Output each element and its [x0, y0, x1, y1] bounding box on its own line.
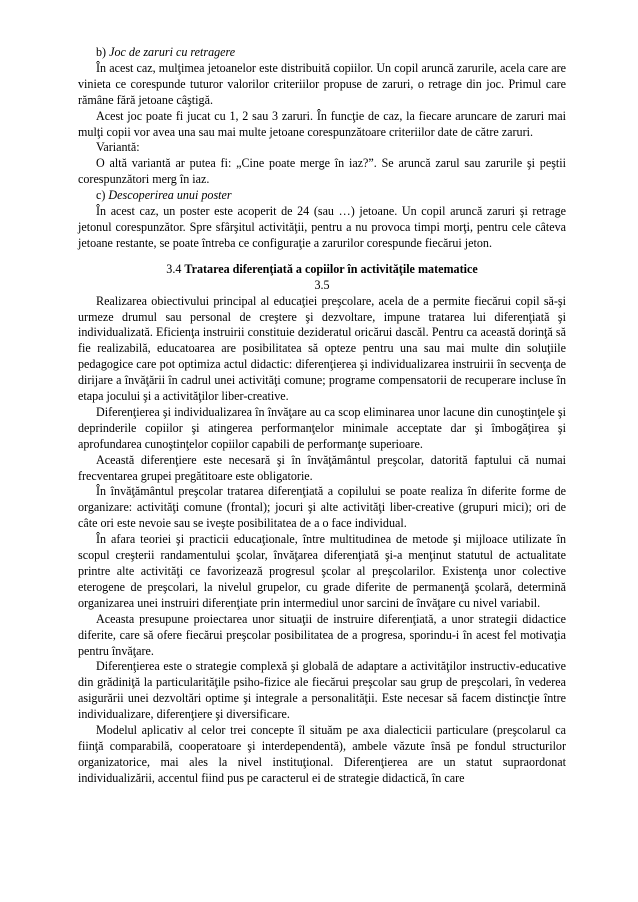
paragraph: O altă variantă ar putea fi: „Cine poate merge în iaz?”. Se aruncă zarul sau zarurile şi peştii corespunzători merg în iaz.	[78, 156, 566, 187]
section-heading	[78, 262, 566, 278]
paragraph: În învăţământul preşcolar tratarea diferenţiată a copilului se poate realiza în diferite forme de organizare: activităţi comune (frontal); jocuri şi alte activităţi liber-creative (grupuri mici); ori de câte ori este nevoie sau se iveşte posibilitatea de a o face individual.	[78, 484, 566, 531]
subheading-c	[78, 188, 566, 204]
paragraph: Această diferenţiere este necesară şi în învăţământul preşcolar, datorită faptului că numai frecventarea grupei pregătitoare este obligatorie.	[78, 452, 566, 483]
section-title: Tratarea diferenţiată a copiilor în activităţile matematice	[184, 261, 478, 276]
subheading-b-title: Joc de zaruri cu retragere	[109, 45, 236, 59]
paragraph: Realizarea obiectivului principal al educaţiei preşcolare, acela de a permite fiecărui copil să-şi urmeze drumul sau personal de creştere şi dezvoltare, impune tratarea lui diferenţiată şi individualizată. Eficienţa instruirii constituie dezideratul oricărui dascăl. Pentru ca această dorinţă să fie realizabilă, educatoarea are posibilitatea să opteze pentru una sau mai multe din soluţiile pedagogice care pot optimiza actul didactic: diferenţierea şi individualizarea instruirii în secvenţa de dirijare a învăţării în cadrul unei activităţi comune; programe compensatorii de recuperare incluse în etapa jocului şi a activităţilor liber-creative.	[78, 293, 566, 404]
paragraph: În acest caz, mulţimea jetoanelor este distribuită copiilor. Un copil aruncă zarurile, acela care are vinieta ce corespunde tuturor valorilor criteriilor propuse de zaruri, o retrage din joc. Primul care rămâne fără jetoane câştigă.	[78, 60, 566, 107]
paragraph: Diferenţierea este o strategie complexă şi globală de adaptare a activităţilor instructiv-educative din grădiniţă la particularităţile psiho-fizice ale fiecărui preşcolar sau grup de preşcolari, în vederea asigurării unei dezvoltări optime şi integrale a personalităţii. Este necesar să facem distincţie între individualizare, diferenţiere şi diversificare.	[78, 659, 566, 722]
paragraph: Modelul aplicativ al celor trei concepte îl situăm pe axa dialecticii particulare (preşcolarul ca fiinţă comparabilă, cooperatoare şi interdependentă), ambele văzute însă pe fondul structurilor organizatorice, mai ales la nivel instituţional. Diferenţierea are un statut supraordonat individualizării, accentul fiind pus pe caracterul ei de strategie didactică, în care	[78, 723, 566, 785]
variant-label: Variantă:	[96, 140, 140, 155]
paragraph: În acest caz, un poster este acoperit de 24 (sau …) jetoane. Un copil aruncă zaruri şi retrage jetonul corespunzător. Spre sfârşitul activităţii, pentru a nu provoca timpi morţi, pentru cele câteva jetoane restante, se poate întreba ce configuraţie a zarurilor corespunde fiecărui jeton.	[78, 204, 566, 250]
section-number: 3.4	[166, 261, 185, 276]
subheading-b-letter: b)	[96, 45, 110, 59]
subheading-b	[78, 45, 566, 61]
paragraph: Acest joc poate fi jucat cu 1, 2 sau 3 zaruri. În funcţie de caz, la fiecare aruncare de zaruri mai mulţi copii vor avea una sau mai multe jetoane corespunzătoare criteriilor date de către zaruri.	[78, 108, 566, 139]
paragraph: Diferenţierea şi individualizarea în învăţare au ca scop eliminarea unor lacune din cunoştinţele şi deprinderile copiilor şi atingerea performanţelor minimale acceptate dar şi îmbogăţirea şi aprofundarea cunoştinţelor copiilor capabili de performanţe superioare.	[78, 404, 566, 451]
subheading-c-letter: c)	[96, 188, 109, 203]
paragraph: În afara teoriei şi practicii educaţionale, între multitudinea de metode şi mijloace utilizate în scopul creşterii randamentului şcolar, învăţarea diferenţiată şi-a menţinut statutul de actualitate printre alte activităţi ce favorizează progresul şcolar al preşcolarilor. Existenţa unor colective eterogene de preşcolari, la nivelul grupelor, cu grade diferite de permanenţă şcolară, determină organizarea unei instruiri diferenţiate prin intermediul unor sarcini de învăţare cu nivel variabil.	[78, 532, 566, 610]
paragraph: Aceasta presupune proiectarea unor situaţii de instruire diferenţiată, a unor strategii didactice diferite, care să ofere fiecărui preşcolar posibilitatea de a progresa, sporindu-i în acest fel motivaţia pentru învăţare.	[78, 611, 566, 658]
subheading-c-title: Descoperirea unui poster	[108, 188, 232, 203]
document-page	[78, 45, 566, 787]
section-page-ref: 3.5	[314, 277, 330, 292]
